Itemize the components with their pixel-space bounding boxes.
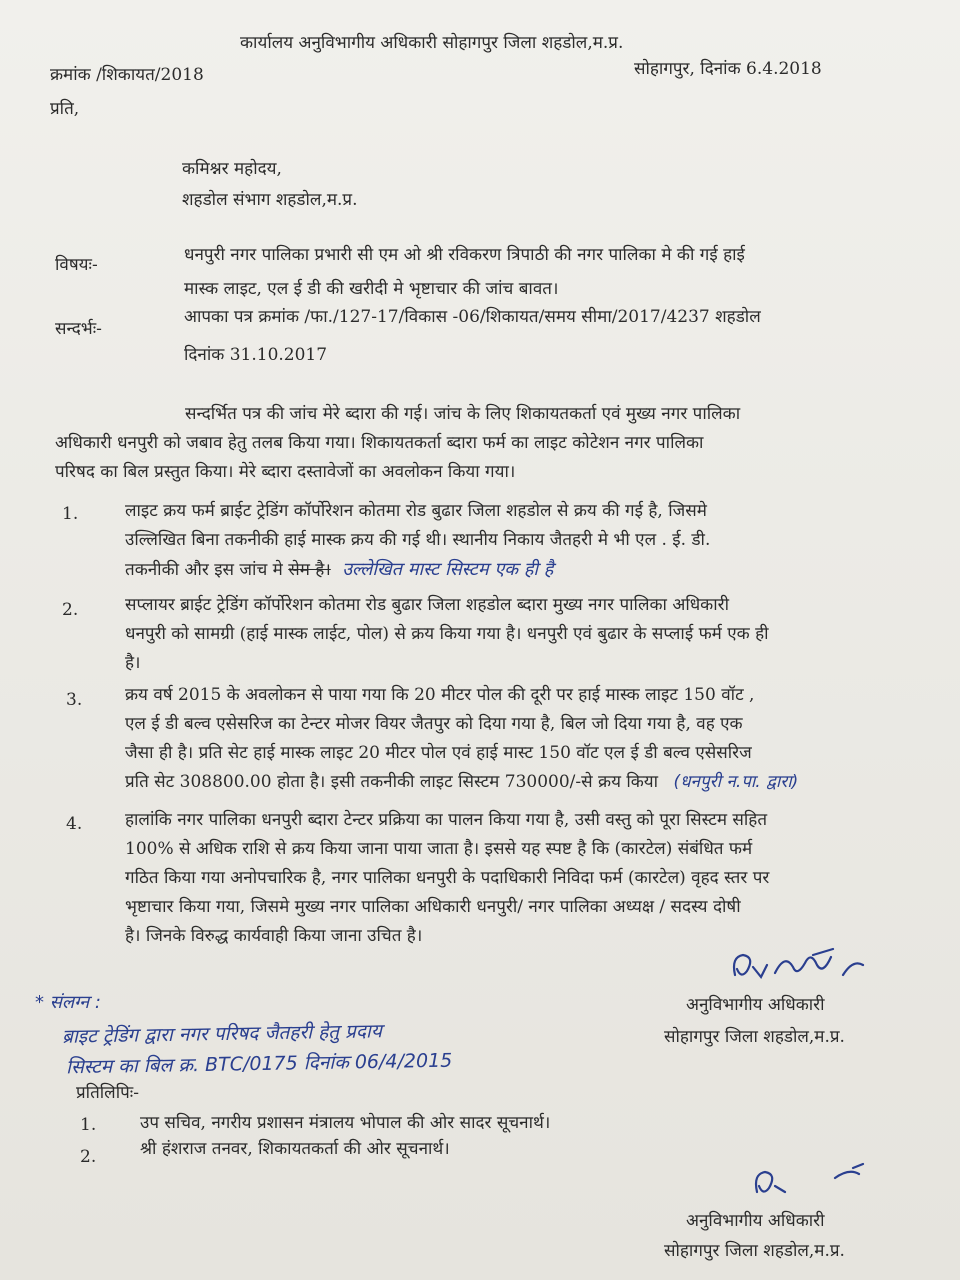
copy-item-text: श्री हंशराज तनवर, शिकायतकर्ता की ओर सूचनार्थ। — [140, 1139, 450, 1159]
subject-line1: धनपुरी नगर पालिका प्रभारी सी एम ओ श्री रविकरण त्रिपाठी की नगर पालिका मे की गई हाई — [184, 245, 745, 265]
point-line: उल्लिखित बिना तकनीकी हाई मास्क क्रय की गई थी। स्थानीय निकाय जैतहरी मे भी एल . ई. डी. — [125, 530, 711, 550]
point-line: लाइट क्रय फर्म ब्राईट ट्रेडिंग कॉर्पोरेशन कोतमा रोड बुढार जिला शहडोल से क्रय की गई है, जिसमे — [125, 501, 707, 521]
point-1 — [125, 497, 710, 585]
place-date: सोहागपुर, दिनांक 6.4.2018 — [634, 59, 822, 79]
reference-label: सन्दर्भः- — [55, 319, 102, 339]
point-number: 1. — [62, 504, 79, 524]
prati-label: प्रति, — [50, 99, 80, 119]
point-number: 3. — [66, 690, 83, 710]
addressee-line2: शहडोल संभाग शहडोल,म.प्र. — [182, 190, 358, 210]
copy-item-number: 2. — [80, 1147, 97, 1167]
subject-line2: मास्क लाइट, एल ई डी की खरीदी मे भृष्टाचार की जांच बावत। — [184, 279, 559, 299]
point-line: भृष्टाचार किया गया, जिसमे मुख्य नगर पालिका अधिकारी धनपुरी/ नगर पालिका अध्यक्ष / सदस्य दोषी — [125, 897, 741, 917]
signatory2-designation: अनुविभागीय अधिकारी — [686, 1211, 825, 1231]
point-line: हालांकि नगर पालिका धनपुरी ब्दारा टेन्टर प्रक्रिया का पालन किया गया है, उसी वस्तु को पूरा सिस्टम सहित — [125, 810, 768, 830]
subject-label: विषयः- — [55, 255, 98, 275]
point-number: 2. — [62, 600, 79, 620]
enclosure-note-label: * संलग्न : — [35, 992, 101, 1013]
point-line: है। जिनके विरुद्ध कार्यवाही किया जाना उचित है। — [125, 926, 423, 946]
copy-item-number: 1. — [80, 1115, 97, 1135]
signatory2-office: सोहागपुर जिला शहडोल,म.प्र. — [664, 1241, 845, 1261]
point-3 — [125, 681, 798, 797]
enclosure-note-line: ब्राइट ट्रेडिंग द्वारा नगर परिषद जैतहरी हेतु प्रदाय — [61, 1020, 383, 1048]
point-line-text: तकनीकी और इस जांच मे — [125, 560, 283, 580]
handwritten-note: (धनपुरी न.पा. द्वारा) — [673, 772, 799, 792]
copy-to-label: प्रतिलिपिः- — [76, 1083, 139, 1103]
handwritten-correction: उल्लेखित मास्ट सिस्टम एक ही है — [342, 559, 554, 580]
intro-line: परिषद का बिल प्रस्तुत किया। मेरे ब्दारा दस्तावेजों का अवलोकन किया गया। — [55, 462, 516, 482]
enclosure-note-line: सिस्टम का बिल क्र. BTC/0175 दिनांक 06/4/2015 — [65, 1049, 453, 1079]
point-line: जैसा ही है। प्रति सेट हाई मास्क लाइट 20 मीटर पोल एवं हाई मास्ट 150 वॉट एल ई डी बल्व एसेसरिज — [125, 743, 752, 763]
point-line-text: प्रति सेट 308800.00 होता है। इसी तकनीकी लाइट सिस्टम 730000/-से क्रय किया — [125, 772, 659, 792]
reference-line1: आपका पत्र क्रमांक /फा./127-17/विकास -06/शिकायत/समय सीमा/2017/4237 शहडोल — [184, 307, 761, 327]
point-line: सप्लायर ब्राईट ट्रेडिंग कॉर्पोरेशन कोतमा रोड बुढार जिला शहडोल ब्दारा मुख्य नगर पालिका अधिकारी — [125, 595, 729, 615]
point-number: 4. — [66, 814, 83, 834]
point-line: क्रय वर्ष 2015 के अवलोकन से पाया गया कि 20 मीटर पोल की दूरी पर हाई मास्क लाइट 150 वॉट , — [125, 685, 755, 705]
intro-line: सन्दर्भित पत्र की जांच मेरे ब्दारा की गई। जांच के लिए शिकायतकर्ता एवं मुख्य नगर पालिका — [185, 404, 741, 424]
signature-icon — [725, 945, 875, 990]
point-4 — [125, 806, 769, 951]
addressee-line1: कमिश्नर महोदय, — [182, 159, 282, 179]
point-2 — [125, 591, 769, 678]
point-line: 100% से अधिक राशि से क्रय किया जाना पाया जाता है। इससे यह स्पष्ट है कि (कारटेल) संबंधित फर्म — [125, 839, 753, 859]
reference-number: क्रमांक /शिकायत/2018 — [50, 65, 204, 85]
intro-paragraph — [55, 400, 915, 487]
intro-line: अधिकारी धनपुरी को जबाव हेतु तलब किया गया। शिकायतकर्ता ब्दारा फर्म का लाइट कोटेशन नगर पालिका — [55, 433, 704, 453]
point-line: है। — [125, 653, 141, 673]
struck-text: सेम है। — [288, 560, 331, 580]
point-line: गठित किया गया अनोपचारिक है, नगर पालिका धनपुरी के पदाधिकारी निविदा फर्म (कारटेल) वृहद स्तर पर — [125, 868, 770, 888]
point-line: धनपुरी को सामग्री (हाई मास्क लाईट, पोल) से क्रय किया गया है। धनपुरी एवं बुढार के सप्लाई फर्म एक ही — [125, 624, 769, 644]
point-line — [125, 555, 710, 585]
signatory-designation: अनुविभागीय अधिकारी — [686, 995, 825, 1015]
signature-icon — [745, 1160, 875, 1205]
point-line — [125, 768, 798, 797]
signatory-office: सोहागपुर जिला शहडोल,म.प्र. — [664, 1027, 845, 1047]
copy-item-text: उप सचिव, नगरीय प्रशासन मंत्रालय भोपाल की ओर सादर सूचनार्थ। — [140, 1113, 551, 1133]
office-heading: कार्यालय अनुविभागीय अधिकारी सोहागपुर जिला शहडोल,म.प्र. — [240, 33, 624, 53]
reference-line2: दिनांक 31.10.2017 — [184, 345, 328, 365]
point-line: एल ई डी बल्व एसेसरिज का टेन्टर मोजर वियर जैतपुर को दिया गया है, बिल जो दिया गया है, वह एक — [125, 714, 743, 734]
